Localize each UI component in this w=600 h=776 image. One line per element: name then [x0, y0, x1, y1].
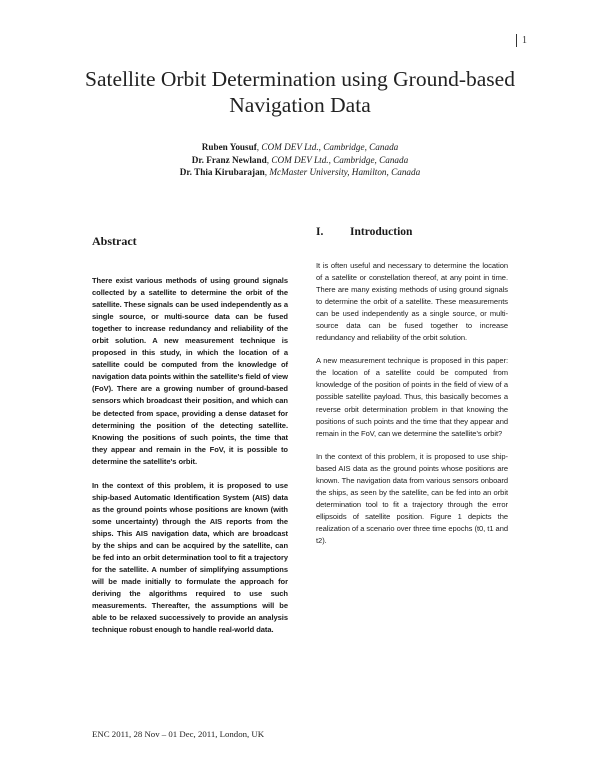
- intro-paragraph: In the context of this problem, it is proposed to use ship-based AIS data as the ground points whose positions are known. The navigation data from various sensors onboard the ships, as seen by the satellite, can be fed into an orbit determination tool to fit a trajectory through the error ellipsoids of satellite position. Figure 1 depicts the realization of a scenario over three time epochs (t0, t1 and t2).: [316, 451, 508, 545]
- section-number: I.: [316, 226, 324, 238]
- introduction-column: [316, 226, 508, 558]
- abstract-column: [92, 234, 288, 648]
- author-name: Dr. Franz Newland: [191, 154, 267, 165]
- author-line: [80, 166, 520, 179]
- page-number-value: 1: [522, 34, 527, 46]
- author-name: Dr. Thia Kirubarajan: [179, 167, 265, 178]
- author-affiliation: , McMaster University, Hamilton, Canada: [264, 167, 421, 178]
- abstract-heading: Abstract: [92, 234, 137, 248]
- page-number: [516, 34, 527, 47]
- page-number-divider: [516, 34, 517, 47]
- introduction-heading: [316, 226, 508, 238]
- page-footer: ENC 2011, 28 Nov – 01 Dec, 2011, London, UK: [92, 729, 265, 739]
- author-affiliation: , COM DEV Ltd., Cambridge, Canada: [256, 142, 399, 152]
- abstract-paragraph: There exist various methods of using ground signals collected by a satellite to determine the orbit of the satellite. These signals can be used independently as a single source, or multi-source data can be fused together to increase redundancy and reliability of the orbit solution. A new measurement technique is proposed in this study, in which the location of a satellite could be computed from the knowledge of navigation data points within the satellite's field of view (FoV). There are a growing number of ground-based sensors which broadcast their position, and which can be detected from space, providing a dense dataset for determining the position of the detecting satellite. Knowing the positions of such points, the time that they appear and remain in the FoV, it is possible to determine the satellite's orbit.: [92, 276, 288, 466]
- intro-paragraph: A new measurement technique is proposed in this paper: the location of a satellite could be computed from knowledge of the position of points in the field of view of a possible satellite payload. Thus, this basically becomes a reverse orbit determination problem in that knowing the positions of such points and the time that they appear and remain in the FoV, can we determine the satellite's orbit?: [316, 356, 508, 438]
- author-line: [80, 141, 520, 154]
- paper-title: Satellite Orbit Determination using Ground-based Navigation Data: [85, 67, 515, 117]
- author-line: [80, 154, 520, 167]
- abstract-paragraph: In the context of this problem, it is proposed to use ship-based Automatic Identification System (AIS) data as the ground points whose positions are known (with some uncertainty) through the AIS reports from the ships. This AIS navigation data, which are broadcast by the ships and can be acquired by the satellite, can be fed into an orbit determination tool to fit a trajectory for the satellite. A number of simplifying assumptions will be made initially to formulate the approach for deriving the algorithms required to use such measurements. Thereafter, the assumptions will be able to be relaxed successively to provide an analysis technique robust enough to handle real-world data.: [92, 480, 288, 635]
- author-affiliation: , COM DEV Ltd., Cambridge, Canada: [266, 154, 409, 165]
- author-block: [80, 141, 520, 179]
- author-name: Ruben Yousuf: [201, 142, 257, 152]
- intro-paragraph: It is often useful and necessary to determine the location of a satellite or constellation thereof, at any point in time. There are many existing methods of using ground signals to determine the orbit of a satellite. These measurements can be used independently as a single source, or multi-source data can be fused together to increase redundancy and reliability of the orbit solution.: [316, 261, 508, 343]
- section-title: Introduction: [350, 226, 413, 238]
